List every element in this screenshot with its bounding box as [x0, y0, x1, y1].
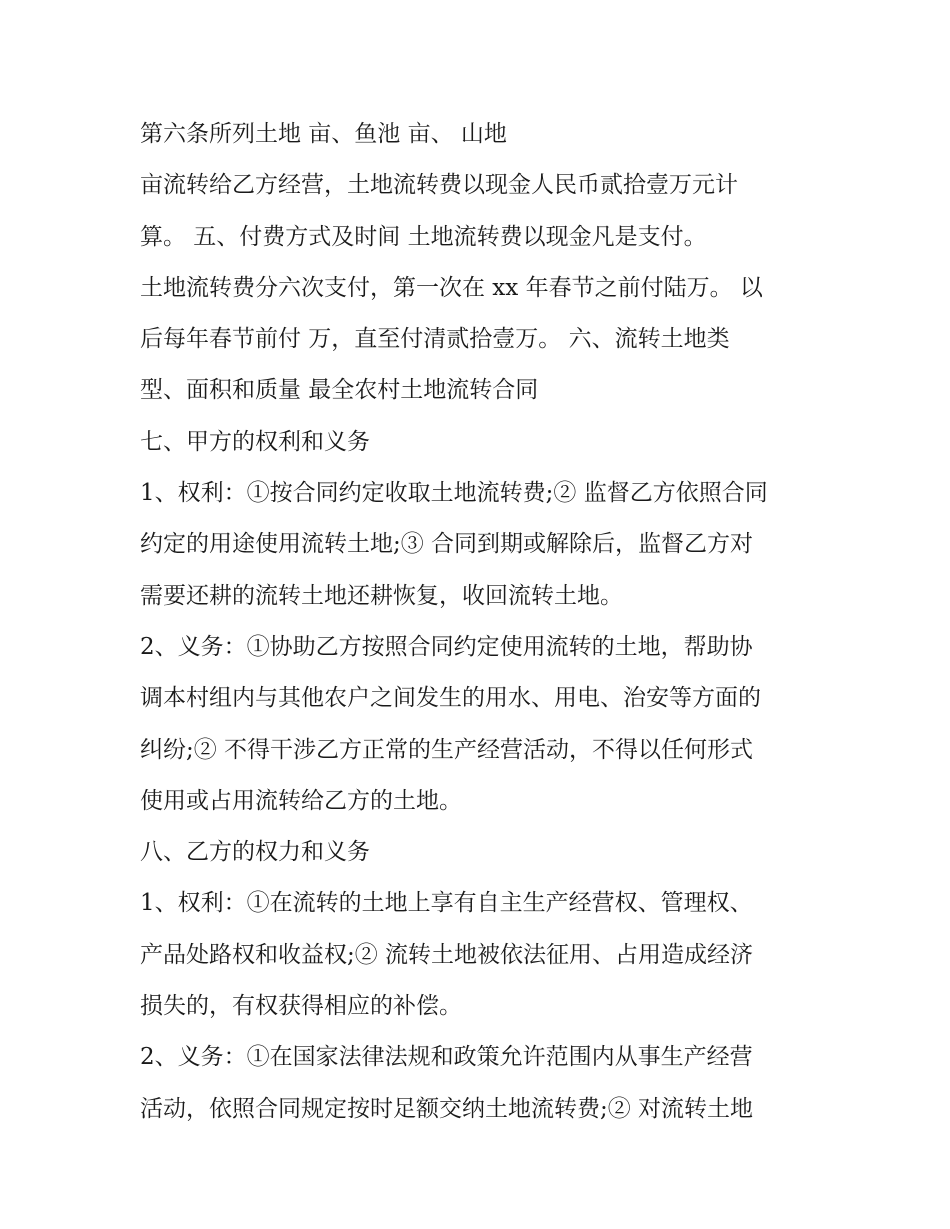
- text-line: 约定的用途使用流转土地;③ 合同到期或解除后，监督乙方对: [140, 531, 754, 558]
- text-line: 损失的，有权获得相应的补偿。: [140, 993, 462, 1020]
- text-line: 纠纷;② 不得干涉乙方正常的生产经营活动，不得以任何形式: [140, 736, 754, 763]
- text-line: 需要还耕的流转土地还耕恢复，收回流转土地。: [140, 582, 623, 609]
- text-line: 1、权利：①按合同约定收取土地流转费;② 监督乙方依照合同: [140, 480, 768, 507]
- text-line: 型、面积和质量 最全农村土地流转合同: [140, 377, 539, 404]
- text-line: 调本村组内与其他农户之间发生的用水、用电、治安等方面的: [140, 685, 761, 712]
- text-line: 后每年春节前付 万，直至付清贰拾壹万。 六、流转土地类: [140, 326, 730, 353]
- text-line: 2、义务：①协助乙方按照合同约定使用流转的土地，帮助协: [140, 633, 753, 660]
- text-line: 土地流转费分六次支付，第一次在 xx 年春节之前付陆万。 以: [140, 274, 763, 301]
- section-heading-party-b: 八、乙方的权力和义务: [140, 839, 370, 866]
- text-line: 算。 五、付费方式及时间 土地流转费以现金凡是支付。: [140, 223, 707, 250]
- text-line: 亩流转给乙方经营，土地流转费以现金人民币贰拾壹万元计: [140, 172, 738, 199]
- text-line: 使用或占用流转给乙方的土地。: [140, 787, 462, 814]
- section-heading-party-a: 七、甲方的权利和义务: [140, 428, 370, 455]
- text-line: 产品处路权和收益权;② 流转土地被依法征用、占用造成经济: [140, 941, 754, 968]
- contract-body-text: [140, 109, 840, 1135]
- text-line: 第六条所列土地 亩、鱼池 亩、 山地: [140, 121, 507, 147]
- text-line: 1、权利：①在流转的土地上享有自主生产经营权、管理权、: [140, 890, 753, 917]
- text-line: 2、义务：①在国家法律法规和政策允许范围内从事生产经营: [140, 1044, 753, 1071]
- text-line: 活动，依照合同规定按时足额交纳土地流转费;② 对流转土地: [140, 1095, 754, 1122]
